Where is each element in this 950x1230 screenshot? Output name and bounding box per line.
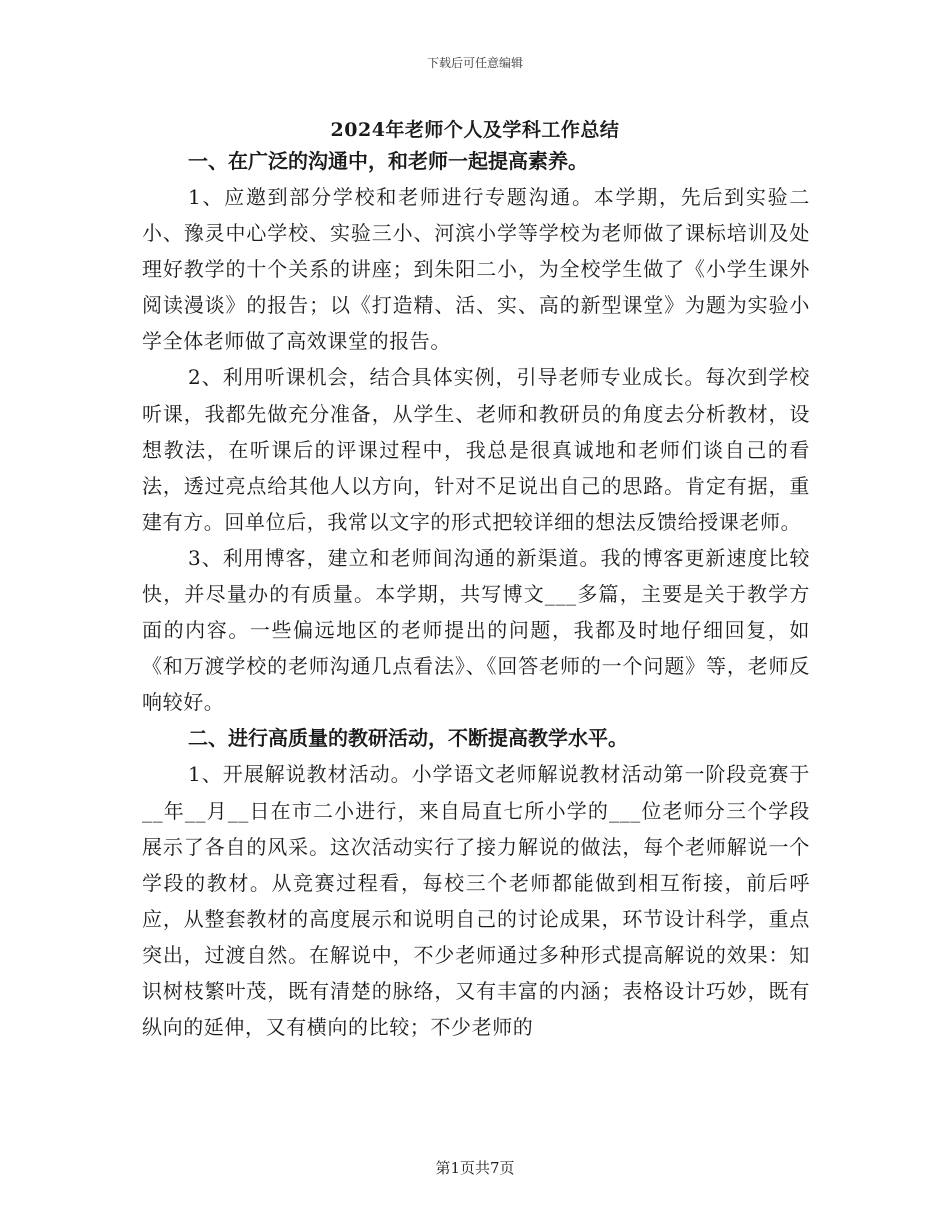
document-title: 2024年老师个人及学科工作总结 xyxy=(330,119,620,141)
paragraph-1-3: 3、利用博客，建立和老师间沟通的新渠道。我的博客更新速度比较快，并尽量办的有质量。本学期，共写博文___多篇，主要是关于教学方面的内容。一些偏远地区的老师提出的问题，我都及时地仔细回复，如《和万渡学校的老师沟通几点看法》、《回答老师的一个问题》等，老师反响较好。 xyxy=(142,545,810,715)
paragraph-1-1: 1、应邀到部分学校和老师进行专题沟通。本学期，先后到实验二小、豫灵中心学校、实验三小、河滨小学等学校为老师做了课标培训及处理好教学的十个关系的讲座；到朱阳二小，为全校学生做了《小学生课外阅读漫谈》的报告；以《打造精、活、实、高的新型课堂》为题为实验小学全体老师做了高效课堂的报告。 xyxy=(142,185,810,354)
page-number: 第1页共7页 xyxy=(435,1159,515,1177)
paragraph-1-2: 2、利用听课机会，结合具体实例，引导老师专业成长。每次到学校听课，我都先做充分准备，从学生、老师和教研员的角度去分析教材，设想教法，在听课后的评课过程中，我总是很真诚地和老师们谈自己的看法，透过亮点给其他人以方向，针对不足说出自己的思路。肯定有据，重建有方。回单位后，我常以文字的形式把较详细的想法反馈给授课老师。 xyxy=(142,365,810,534)
document-body xyxy=(142,143,810,1045)
section-heading-1: 一、在广泛的沟通中，和老师一起提高素养。 xyxy=(188,149,588,173)
section-heading-2: 二、进行高质量的教研活动，不断提高教学水平。 xyxy=(188,726,628,751)
header-note: 下载后可任意编辑 xyxy=(426,56,523,70)
paragraph-2-1: 1、开展解说教材活动。小学语文老师解说教材活动第一阶段竞赛于__年__月__日在市二小进行，来自局直七所小学的___位老师分三个学段展示了各自的风采。这次活动实行了接力解说的做法，每个老师解说一个学段的教材。从竞赛过程看，每校三个老师都能做到相互衔接，前后呼应，从整套教材的高度展示和说明自己的讨论成果，环节设计科学，重点突出，过渡自然。在解说中，不少老师通过多种形式提高解说的效果：知识树枝繁叶茂，既有清楚的脉络，又有丰富的内涵；表格设计巧妙，既有纵向的延伸，又有横向的比较；不少老师的 xyxy=(142,762,810,1040)
